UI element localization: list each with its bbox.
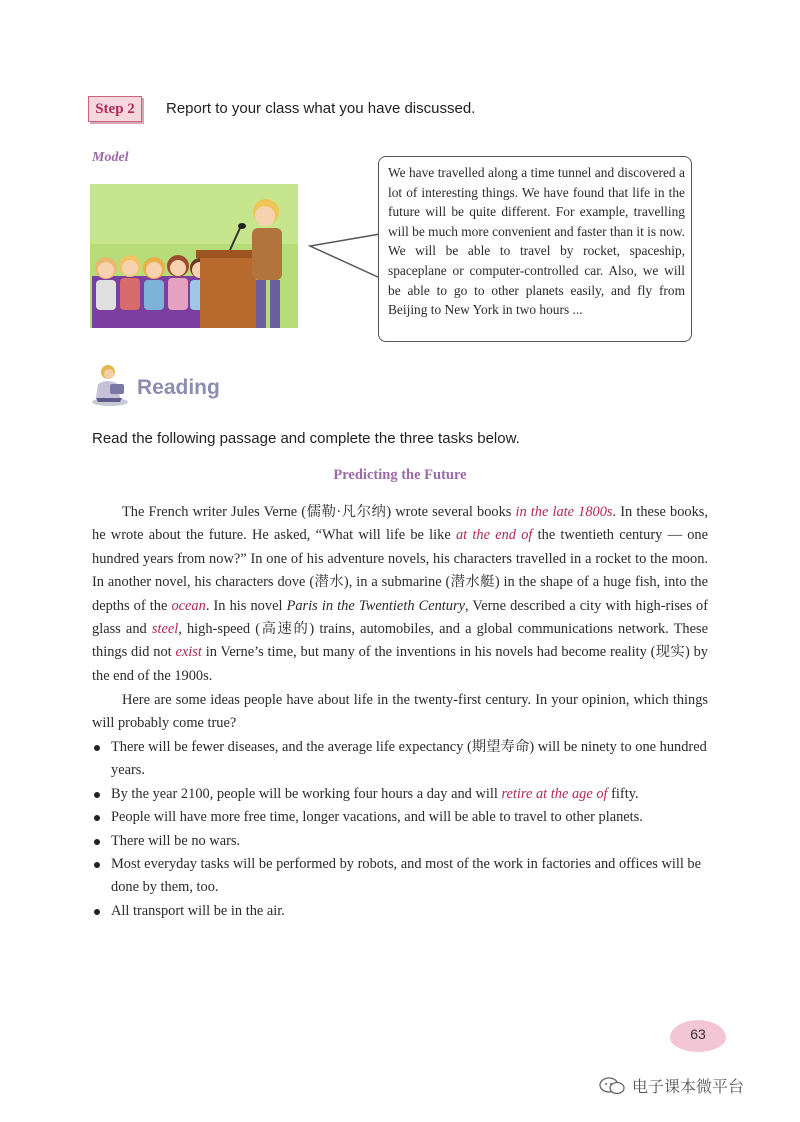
list-item xyxy=(92,783,708,806)
step-instruction: Report to your class what you have discussed. xyxy=(166,100,476,117)
passage-paragraph-1 xyxy=(92,501,708,688)
text-run: , Verne described a city with high-rises of glass and xyxy=(92,597,709,638)
list-item: Most everyday tasks will be performed by robots, and most of the work in factories and offices will be done by them, too. xyxy=(92,853,708,900)
reading-person-icon xyxy=(90,362,130,406)
text-run: fifty. xyxy=(607,785,639,802)
list-item: All transport will be in the air. xyxy=(92,900,708,923)
text-run: Here are some ideas people have about life in the twenty-first century. In your opinion, which things will probably come true? xyxy=(92,692,708,732)
reading-heading: Reading xyxy=(137,376,220,399)
ideas-list xyxy=(92,736,708,923)
list-item: There will be fewer diseases, and the average life expectancy (期望寿命) will be ninety to one hundred years. xyxy=(92,736,708,783)
step-badge: Step 2 xyxy=(88,96,142,122)
text-run: . In his novel xyxy=(205,597,287,614)
wechat-icon xyxy=(598,1076,626,1096)
list-item: People will have more free time, longer vacations, and will be able to travel to other planets. xyxy=(92,806,708,829)
speech-bubble-tail xyxy=(308,230,382,290)
vocab-highlight: exist xyxy=(175,644,202,661)
text-run: The French writer Jules Verne (儒勒·凡尔纳) wrote several books xyxy=(122,504,516,520)
text-run: the twentieth century — one hundred years from now?” In one of his adventure novels, his characters travelled in a rocket to the moon. In another novel, his characters dove (潜水), in a submarine (潜水艇) in the shape of a huge fish, into the depths of the xyxy=(92,527,708,614)
speech-bubble: We have travelled along a time tunnel and discovered a lot of interesting things. We have found that life in the future will be quite different. For example, travelling will be much more convenient and faster than it is now. We will be able to travel by rocket, spaceship, spaceplane or computer-controlled car. Also, we will be able to go to other planets easily, and fly from Beijing to New York in two hours ... xyxy=(378,156,692,342)
book-title: Paris in the Twentieth Century xyxy=(286,597,465,614)
vocab-highlight: ocean xyxy=(171,597,206,614)
text-run: . In these books, he wrote about the future. He asked, “What will life be like xyxy=(92,504,708,544)
watermark xyxy=(598,1074,744,1097)
text-run: , high-speed (高速的) trains, automobiles, and a global communications network. These things did not xyxy=(92,621,708,661)
vocab-highlight: steel xyxy=(151,621,179,638)
model-label: Model xyxy=(92,150,129,165)
watermark-text: 电子课本微平台 xyxy=(632,1077,745,1096)
list-item: There will be no wars. xyxy=(92,830,708,853)
page-number: 63 xyxy=(690,1026,706,1042)
vocab-highlight: retire at the age of xyxy=(501,785,608,802)
text-run: in Verne’s time, but many of the inventions in his novels had become reality (现实) by the end of the 1900s. xyxy=(92,644,708,684)
vocab-highlight: at the end of xyxy=(455,527,533,544)
passage-paragraph-2 xyxy=(92,689,708,736)
text-run: By the year 2100, people will be working four hours a day and will xyxy=(111,785,502,802)
classroom-illustration xyxy=(90,184,298,328)
reading-instruction: Read the following passage and complete the three tasks below. xyxy=(92,430,520,447)
vocab-highlight: in the late 1800s xyxy=(515,504,613,520)
passage-title: Predicting the Future xyxy=(333,467,467,483)
